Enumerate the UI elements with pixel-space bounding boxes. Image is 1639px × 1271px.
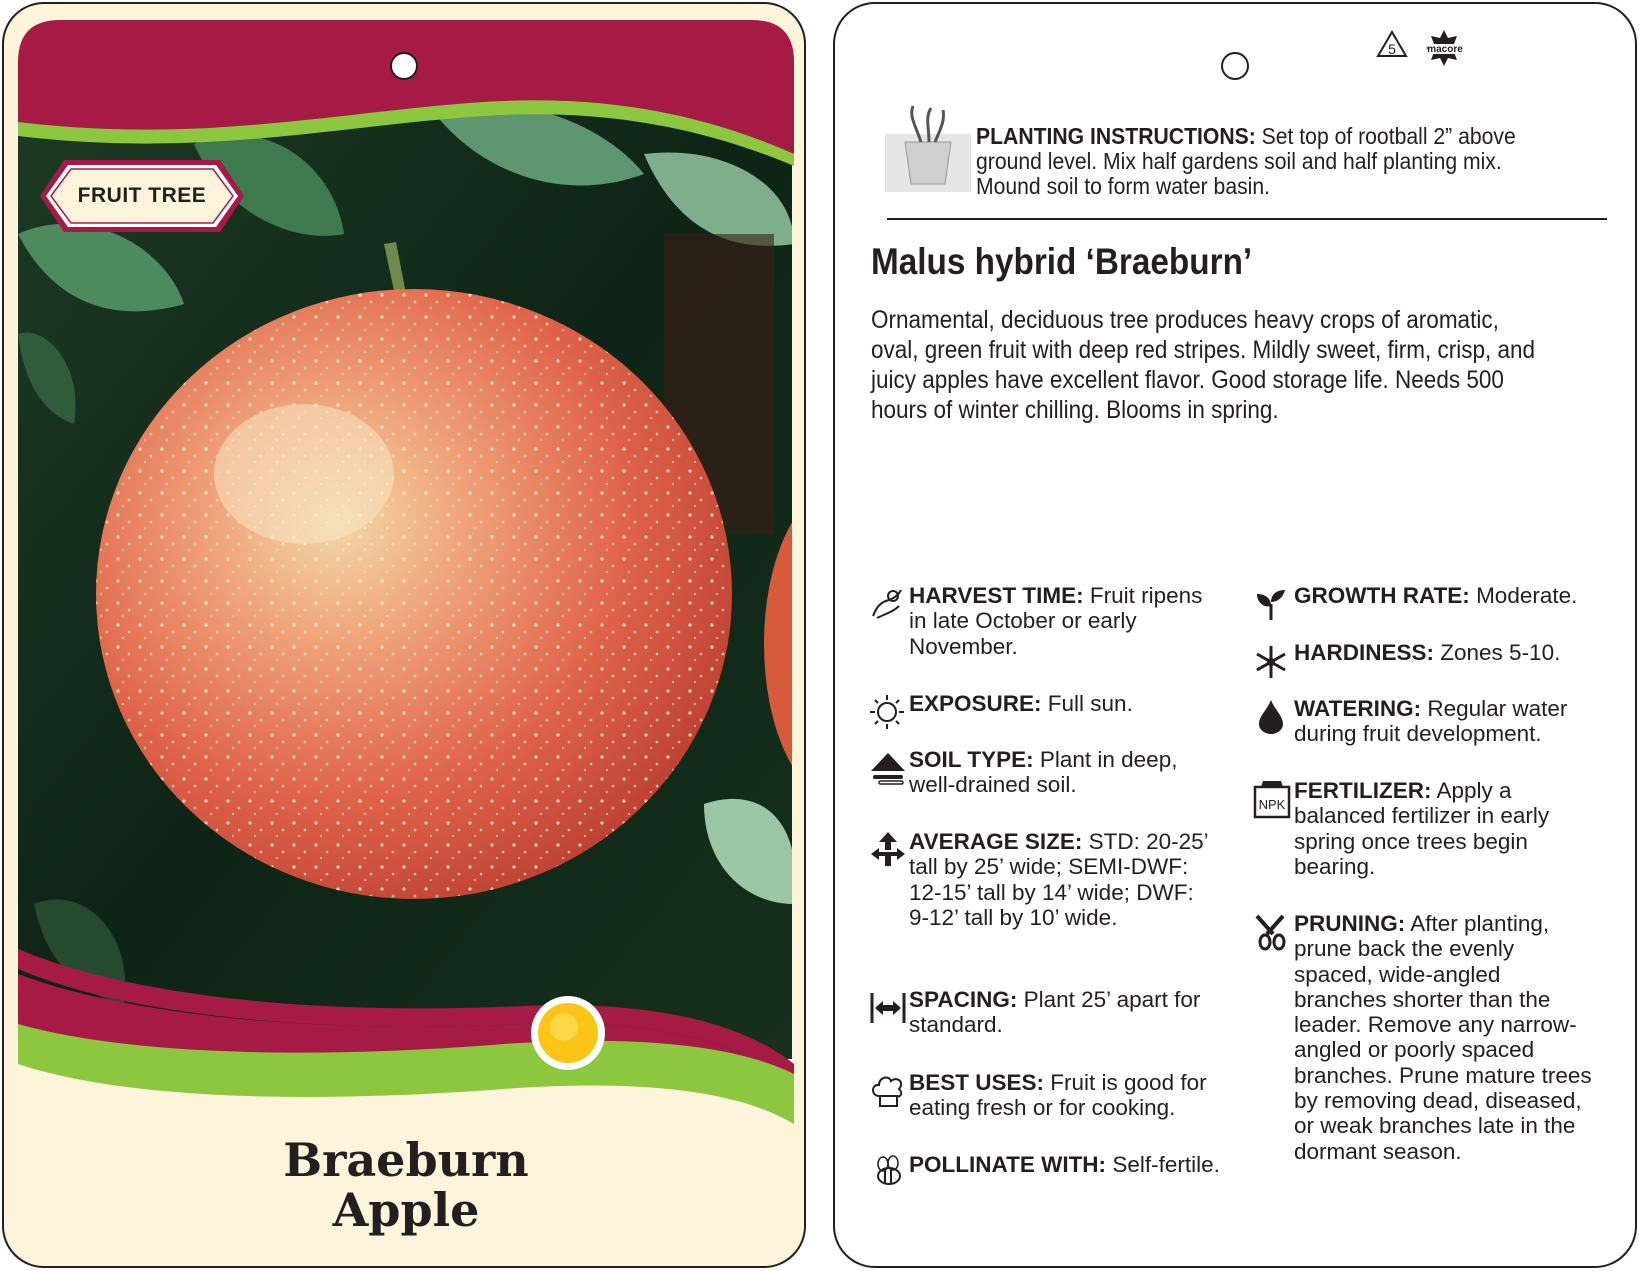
npk-fertilizer-icon [1253,779,1291,819]
best-uses-info [909,1070,1219,1121]
planting-pot-icon [885,104,971,194]
plant-tag-front [2,2,806,1268]
plant-description: Ornamental, deciduous tree produces heavy crops of aromatic, oval, green fruit with deep red stripes. Mildly sweet, firm, crisp, and juicy apples have excellent flavor. Good storage life. Needs 500 hours of winter chilling. Blooms in spring. [871,306,1536,424]
soil-label: SOIL TYPE: [909,747,1034,772]
chef-hat-icon [869,1072,907,1110]
growth-text: Moderate. [1469,583,1578,608]
hardiness-text: Zones 5-10. [1434,640,1561,665]
plant-tag-back [833,2,1637,1268]
hang-hole [1221,52,1249,80]
size-label: AVERAGE SIZE: [909,829,1083,854]
growth-label: GROWTH RATE: [1294,583,1470,608]
sprout-icon [1253,586,1289,622]
watering-text: Regular water during fruit development. [1294,696,1568,747]
fertilizer-label: FERTILIZER: [1294,778,1432,803]
pruning-shears-icon [1253,912,1291,952]
pruning-info [1294,911,1594,1164]
soil-type-info [909,747,1214,798]
exposure-label: EXPOSURE: [909,691,1042,716]
planting-text: Set top of rootball 2” above ground level. Mix half gardens soil and half planting mix. Mound soil to form water basin. [976,123,1516,199]
pruning-label: PRUNING: [1294,911,1406,936]
recycle-5-icon [1372,26,1482,72]
hardiness-info [1294,640,1604,665]
pollinate-text: Self-fertile. [1106,1152,1220,1177]
hardiness-label: HARDINESS: [1294,640,1435,665]
svg-text:5: 5 [1388,41,1396,57]
category-badge: FRUIT TREE [77,184,207,207]
common-name-line1: Braeburn [283,1133,529,1187]
snowflake-icon [1253,644,1289,680]
apple-photo [18,98,806,1059]
exposure-text: Full sun. [1041,691,1133,716]
common-name-line2: Apple [332,1183,480,1237]
spacing-text: Plant 25’ apart for standard. [909,987,1201,1038]
spacing-icon [869,989,907,1027]
soil-text: Plant in deep, well-drained soil. [909,747,1178,798]
harvest-hand-icon [869,586,905,622]
harvest-time-info [909,583,1214,659]
divider [887,218,1607,220]
harvest-text: Fruit ripens in late October or early November. [909,583,1203,659]
planting-label: PLANTING INSTRUCTIONS: [976,123,1256,149]
uses-text: Fruit is good for eating fresh or for cooking. [909,1070,1207,1121]
fertilizer-info [1294,778,1594,879]
sun-icon [869,694,905,730]
harvest-label: HARVEST TIME: [909,583,1084,608]
spacing-info [909,987,1219,1038]
hang-hole [390,52,418,80]
tree-size-icon [869,830,907,868]
watering-info [1294,696,1594,747]
water-drop-icon [1255,698,1287,736]
average-size-info [909,829,1219,930]
pruning-text: After planting, prune back the evenly spaced, wide-angled branches shorter than the leader. Remove any narrow-angled or poorly spaced branches. Prune mature trees by removing dead, diseased, or weak branches late in the dormant season. [1294,911,1592,1164]
uses-label: BEST USES: [909,1070,1045,1095]
watering-label: WATERING: [1294,696,1422,721]
growth-rate-info [1294,583,1604,608]
svg-text:macore: macore [1427,44,1463,55]
fertilizer-text: Apply a balanced fertilizer in early spring once trees begin bearing. [1294,778,1550,879]
svg-text:NPK: NPK [1258,797,1286,812]
spacing-label: SPACING: [909,987,1018,1012]
pollinate-info [909,1152,1229,1177]
full-sun-icon [530,995,606,1071]
bee-icon [869,1154,907,1192]
size-text: STD: 20-25’ tall by 25’ wide; SEMI-DWF: 12-15’ tall by 14’ wide; DWF: 9-12’ tall by 10’ wide. [909,829,1208,930]
pollinate-label: POLLINATE WITH: [909,1152,1107,1177]
exposure-info [909,691,1214,716]
scientific-name: Malus hybrid ‘Braeburn’ [871,241,1253,282]
planting-instructions [976,124,1546,199]
soil-icon [869,749,907,787]
